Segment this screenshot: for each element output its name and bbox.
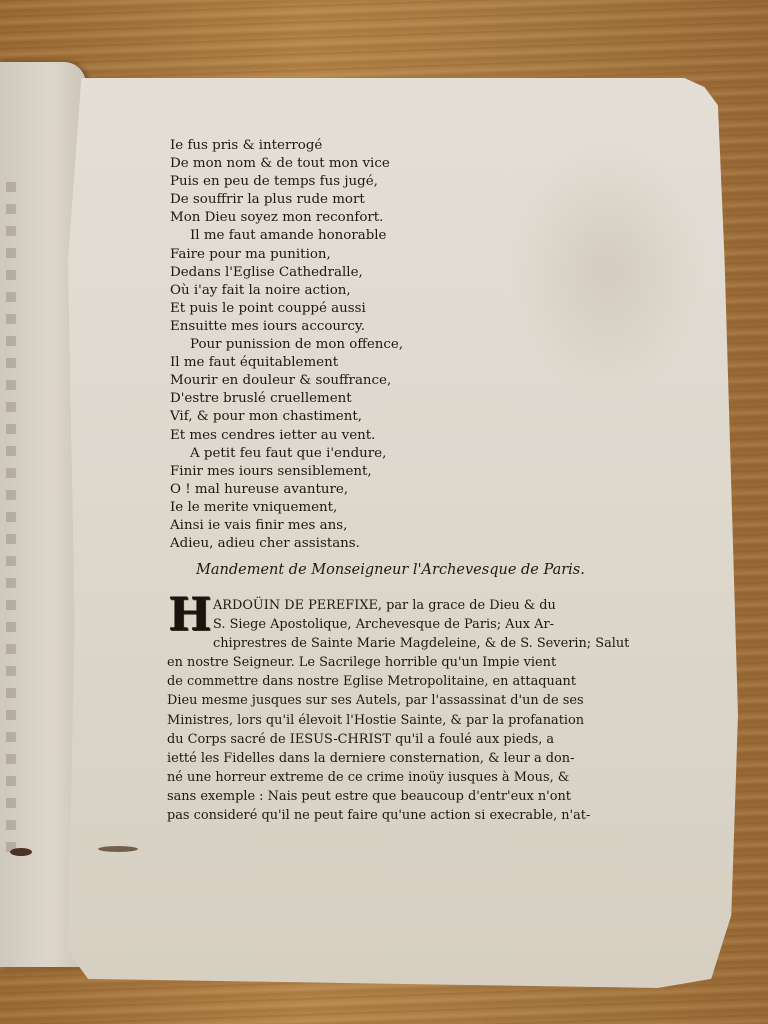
poem-line: Finir mes iours sensiblement, [170, 463, 372, 479]
poem-line: De souffrir la plus rude mort [170, 192, 365, 208]
poem-line: De mon nom & de tout mon vice [170, 156, 390, 172]
poem-line: Ensuitte mes iours accourcy. [170, 318, 365, 334]
poem-line: Dedans l'Eglise Cathedralle, [170, 264, 363, 280]
poem-line: A petit feu faut que i'endure, [190, 445, 387, 461]
prose-line: S. Siege Apostolique, Archevesque de Paris; Aux Ar- [213, 617, 554, 633]
poem-line: Il me faut amande honorable [190, 228, 387, 244]
poem-line: Mourir en douleur & souffrance, [170, 373, 392, 389]
prose-line: ARDOÜIN DE PEREFIXE, par la grace de Dieu & du [213, 598, 556, 613]
poem-line: Pour punission de mon offence, [190, 337, 404, 353]
poem-line: Vif, & pour mon chastiment, [170, 409, 362, 425]
poem-line: Faire pour ma punition, [170, 246, 331, 262]
poem-line: Ie fus pris & interrogé [170, 138, 323, 153]
drop-cap: H [168, 587, 212, 641]
poem-line: Il me faut équitablement [170, 355, 339, 371]
poem-line: Puis en peu de temps fus jugé, [170, 174, 378, 190]
mandement-heading: Mandement de Monseigneur l'Archevesque de Paris. [196, 562, 585, 578]
prose-line: né une horreur extreme de ce crime inoüy iusques à Mous, & [167, 769, 570, 785]
poem-line: Et mes cendres ietter au vent. [170, 427, 376, 443]
poem-line: Adieu, adieu cher assistans. [170, 536, 360, 552]
prose-line: Dieu mesme jusques sur ses Autels, par l'assassinat d'un de ses [167, 693, 584, 709]
poem-line: Ie le merite vniquement, [170, 499, 338, 515]
page-stain [508, 138, 708, 398]
poem-line: Et puis le point couppé aussi [170, 300, 366, 316]
prose-line: pas consideré qu'il ne peut faire qu'une action si execrable, n'at- [167, 808, 591, 824]
poem-line: Où i'ay fait la noire action, [170, 282, 351, 298]
page-tear [98, 846, 138, 852]
left-page-text-marks [6, 182, 16, 862]
prose-line: Ministres, lors qu'il élevoit l'Hostie Sainte, & par la profanation [167, 712, 585, 728]
prose-line: sans exemple : Nais peut estre que beaucoup d'entr'eux n'ont [167, 788, 571, 804]
poem-line: O ! mal hureuse avanture, [170, 481, 349, 497]
poem-line: Ainsi ie vais finir mes ans, [170, 517, 348, 533]
prose-line: de commettre dans nostre Eglise Metropolitaine, en attaquant [167, 674, 577, 690]
prose-line: chiprestres de Sainte Marie Magdeleine, & de S. Severin; Salut [213, 636, 630, 652]
poem-line: Mon Dieu soyez mon reconfort. [170, 210, 384, 226]
mandement-body [167, 587, 630, 825]
poem-block [170, 137, 430, 553]
worm-hole [10, 848, 32, 856]
prose-line: ietté les Fidelles dans la derniere consternation, & leur a don- [167, 750, 575, 766]
poem-line: D'estre bruslé cruellement [170, 391, 352, 407]
prose-line: du Corps sacré de IESUS-CHRIST qu'il a foulé aux pieds, a [167, 731, 555, 747]
prose-line: en nostre Seigneur. Le Sacrilege horrible qu'un Impie vient [167, 655, 557, 671]
